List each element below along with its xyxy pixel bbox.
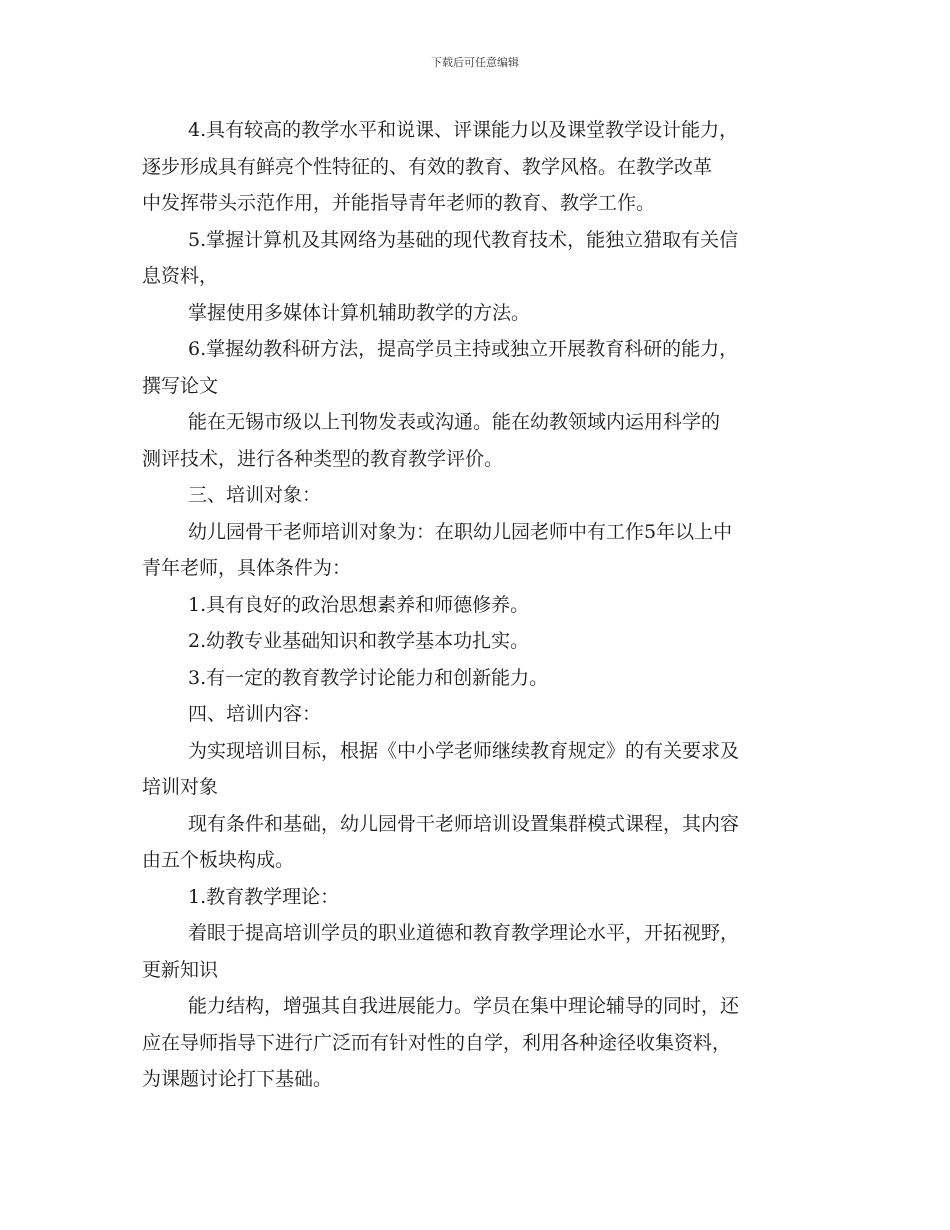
text-line: 6.掌握幼教科研方法，提高学员主持或独立开展教育科研的能力， bbox=[188, 338, 739, 360]
text-line: 应在导师指导下进行广泛而有针对性的自学，利用各种途径收集资料， bbox=[142, 1031, 732, 1054]
text-line: 5.掌握计算机及其网络为基础的现代教育技术，能独立猎取有关信 bbox=[188, 228, 739, 251]
text-line: 撰写论文 bbox=[142, 374, 219, 397]
text-line: 中发挥带头示范作用，并能指导青年老师的教育、教学工作。 bbox=[142, 192, 656, 214]
text-line: 4.具有较高的教学水平和说课、评课能力以及课堂教学设计能力， bbox=[188, 119, 739, 141]
page-header-note: 下载后可任意编辑 bbox=[431, 56, 519, 69]
text-line: 能在无锡市级以上刊物发表或沟通。能在幼教领域内运用科学的 bbox=[188, 411, 721, 433]
text-line: 幼儿园骨干老师培训对象为：在职幼儿园老师中有工作5年以上中 bbox=[188, 520, 733, 543]
text-line: 三、培训对象： bbox=[188, 484, 322, 506]
text-line: 为实现培训目标，根据《中小学老师继续教育规定》的有关要求及 bbox=[188, 739, 740, 762]
text-line: 更新知识 bbox=[142, 958, 219, 981]
text-line: 1.教育教学理论： bbox=[188, 885, 340, 908]
text-line: 培训对象 bbox=[142, 776, 219, 798]
text-line: 3.有一定的教育教学讨论能力和创新能力。 bbox=[188, 666, 549, 689]
text-line: 青年老师，具体条件为： bbox=[142, 557, 352, 579]
text-line: 掌握使用多媒体计算机辅助教学的方法。 bbox=[188, 301, 531, 324]
text-line: 四、培训内容： bbox=[188, 703, 322, 725]
text-line: 由五个板块构成。 bbox=[142, 849, 295, 871]
text-line: 逐步形成具有鲜亮个性特征的、有效的教育、教学风格。在教学改革 bbox=[142, 155, 713, 178]
text-line: 息资料， bbox=[142, 265, 219, 287]
text-line: 1.具有良好的政治思想素养和师德修养。 bbox=[188, 593, 530, 616]
text-line: 为课题讨论打下基础。 bbox=[142, 1068, 333, 1090]
text-line: 2.幼教专业基础知识和教学基本功扎实。 bbox=[188, 630, 530, 652]
document-body bbox=[142, 112, 814, 1098]
text-line: 能力结构，增强其自我进展能力。学员在集中理论辅导的同时，还 bbox=[188, 995, 740, 1017]
text-line: 着眼于提高培训学员的职业道德和教育教学理论水平，开拓视野， bbox=[188, 922, 740, 944]
text-line: 测评技术，进行各种类型的教育教学评价。 bbox=[142, 447, 504, 470]
text-line: 现有条件和基础，幼儿园骨干老师培训设置集群模式课程，其内容 bbox=[188, 812, 740, 835]
